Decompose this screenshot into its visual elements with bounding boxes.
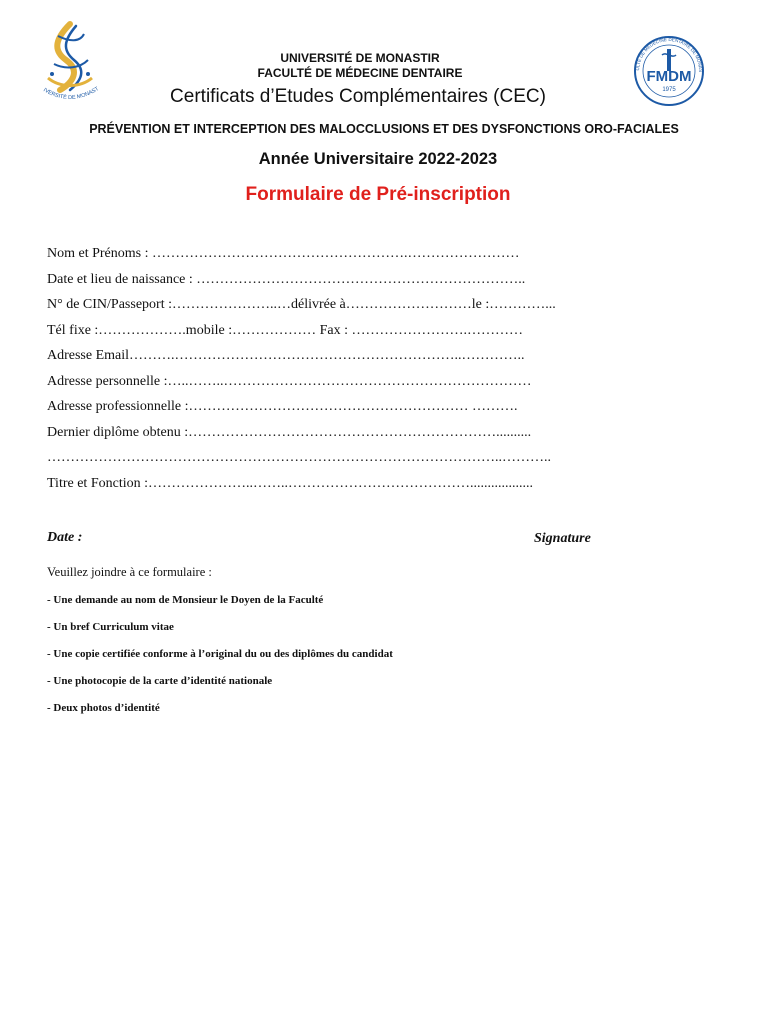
attachments-note: Veuillez joindre à ce formulaire : — [47, 565, 212, 579]
program-title: PRÉVENTION ET INTERCEPTION DES MALOCCLUSIONS ET DES DYSFONCTIONS ORO-FACIALES — [89, 122, 679, 136]
academic-year: Année Universitaire 2022-2023 — [258, 150, 498, 168]
field-name[interactable]: Nom et Prénoms : ……………………………………………….…………………… — [47, 246, 520, 261]
field-last-diploma[interactable]: Dernier diplôme obtenu :………………………………………………………….......... — [47, 424, 532, 440]
requirement-item: - Une copie certifiée conforme à l’original du ou des diplômes du candidat — [47, 648, 393, 660]
field-last-diploma-continued[interactable]: ……………………………………………………………………………………..……….. — [47, 450, 551, 465]
fmdm-ring-text: ULTÉ DE MÉDECINE DENTAIRE DE MONAS — [634, 36, 704, 73]
field-email[interactable]: Adresse Email……….……………………………………………………..………….. — [47, 348, 525, 363]
fmdm-logo-year: 1975 — [662, 87, 676, 93]
field-title-function[interactable]: Titre et Fonction :…………………..……..………………………………….................. — [47, 475, 533, 491]
university-name: UNIVERSITÉ DE MONASTIR — [280, 51, 440, 65]
field-birth-date-place[interactable]: Date et lieu de naissance : …………………………………………………………….. — [47, 271, 526, 287]
field-professional-address[interactable]: Adresse professionnelle :…………………………………………………… ………. — [47, 399, 518, 414]
field-phones-fax[interactable]: Tél fixe :……………….mobile :……………… Fax : …………………….………… — [47, 322, 523, 338]
university-logo-caption: IVERSITÉ DE MONAST — [42, 86, 101, 102]
field-id-passport[interactable]: N° de CIN/Passeport :…………………..…délivrée à………………………le :…………... — [47, 297, 556, 312]
certificate-title: Certificats d’Etudes Complémentaires (CEC) — [170, 86, 546, 107]
date-label: Date : — [47, 530, 83, 545]
requirement-item: - Une photocopie de la carte d’identité nationale — [47, 675, 273, 687]
fmdm-logo-text: FMDM — [646, 68, 692, 85]
requirement-item: - Une demande au nom de Monsieur le Doyen de la Faculté — [47, 594, 324, 606]
requirement-item: - Deux photos d’identité — [47, 702, 160, 714]
signature-label: Signature — [534, 531, 591, 546]
requirements-list — [47, 593, 607, 728]
form-title: Formulaire de Pré-inscription — [245, 184, 511, 205]
requirement-item: - Un bref Curriculum vitae — [47, 621, 174, 633]
field-personal-address[interactable]: Adresse personnelle :…..……..………………………………………………………… — [47, 373, 532, 389]
faculty-name: FACULTÉ DE MÉDECINE DENTAIRE — [257, 66, 463, 80]
form-fields — [47, 244, 607, 499]
